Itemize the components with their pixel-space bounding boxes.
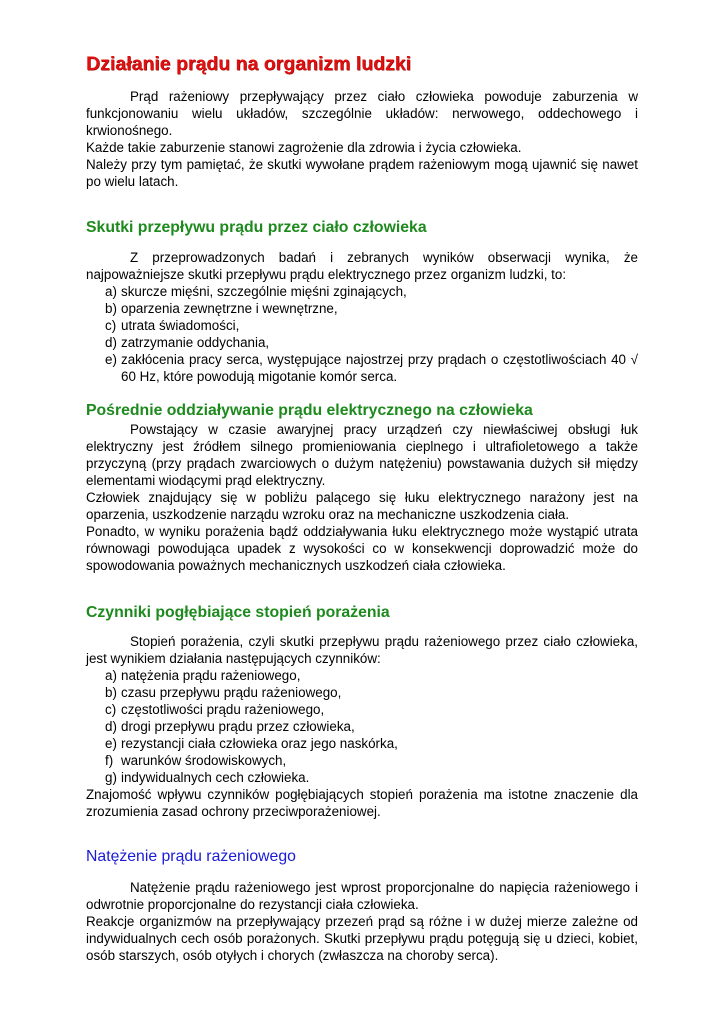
list-item xyxy=(105,334,638,351)
list-item-text: warunków środowiskowych, xyxy=(121,753,287,768)
section-heading-current: Natężenie prądu rażeniowego xyxy=(86,848,296,865)
list-item-text: czasu przepływu prądu rażeniowego, xyxy=(121,685,342,700)
list-item xyxy=(105,769,638,786)
list-item-label: e) xyxy=(105,736,117,751)
section-current-paragraph-2: Reakcje organizmów na przepływający przezeń prąd są różne i w dużej mierze zależne od indywidualnych cech osób porażonych. Skutki przepływu prądu potęgują się u dzieci, kobiet, osób starszych, osób otyłych i chorych (zwłaszcza na choroby serca). xyxy=(86,914,638,963)
list-item-label: b) xyxy=(105,685,117,700)
intro-paragraph-1: Prąd rażeniowy przepływający przez ciało człowieka powoduje zaburzenia w funkcjonowaniu wielu układów, szczególnie układów: nerwowego, oddechowego i krwionośnego. xyxy=(86,89,638,138)
section-current-paragraph-1: Natężenie prądu rażeniowego jest wprost proporcjonalne do napięcia rażeniowego i odwrotnie proporcjonalne do rezystancji ciała człowieka. xyxy=(86,880,638,912)
list-item-text: zatrzymanie oddychania, xyxy=(121,335,270,350)
list-item-text: skurcze mięśni, szczególnie mięśni zginających, xyxy=(121,284,407,299)
page-title: Działanie prądu na organizm ludzki xyxy=(86,53,412,75)
list-item-text: częstotliwości prądu rażeniowego, xyxy=(121,702,325,717)
list-item-label: c) xyxy=(105,702,117,717)
section-current-body xyxy=(86,879,638,964)
list-item xyxy=(105,718,638,735)
section-heading-indirect: Pośrednie oddziaływanie prądu elektrycznego na człowieka xyxy=(86,402,533,419)
section-effects-body xyxy=(86,249,638,385)
list-item-label: b) xyxy=(105,301,117,316)
section-indirect-paragraph-1: Powstający w czasie awaryjnej pracy urządzeń czy niewłaściwej obsługi łuk elektryczny jest źródłem silnego promieniowania cieplnego i ultrafioletowego a także przyczyną (przy prądach zwarciowych o dużym natężeniu) powstawania dużych sił między elementami wiodącymi prąd elektryczny. xyxy=(86,422,638,488)
list-item-text: rezystancji ciała człowieka oraz jego naskórka, xyxy=(121,736,398,751)
factors-list xyxy=(86,667,638,786)
list-item-text: utrata świadomości, xyxy=(121,318,240,333)
list-item xyxy=(105,752,638,769)
list-item-label: g) xyxy=(105,770,117,785)
section-factors-body xyxy=(86,633,638,820)
list-item xyxy=(105,735,638,752)
section-heading-effects: Skutki przepływu prądu przez ciało człowieka xyxy=(86,219,427,236)
section-effects-lead: Z przeprowadzonych badań i zebranych wyników obserwacji wynika, że najpoważniejsze skutki przepływu prądu elektrycznego przez organizm ludzki, to: xyxy=(86,250,638,282)
document-page xyxy=(86,52,638,964)
list-item xyxy=(105,684,638,701)
list-item-label: a) xyxy=(105,668,117,683)
section-heading-factors: Czynniki pogłębiające stopień porażenia xyxy=(86,604,390,621)
list-item xyxy=(105,701,638,718)
section-factors-closing: Znajomość wpływu czynników pogłębiających stopień porażenia ma istotne znaczenie dla zrozumienia zasad ochrony przeciwporażeniowej. xyxy=(86,787,638,819)
list-item xyxy=(105,317,638,334)
section-indirect-paragraph-3: Ponadto, w wyniku porażenia bądź oddziaływania łuku elektrycznego może wystąpić utrata równowagi powodująca upadek z wysokości co w konsekwencji doprowadzić może do spowodowania poważnych mechanicznych uszkodzeń ciała człowieka. xyxy=(86,524,638,573)
list-item-label: f) xyxy=(105,753,114,768)
list-item-label: d) xyxy=(105,719,117,734)
list-item-label: a) xyxy=(105,284,117,299)
list-item-text: zakłócenia pracy serca, występujące najostrzej przy prądach o częstotliwościach 40 √ 60 Hz, które powodują migotanie komór serca. xyxy=(121,352,638,384)
list-item-text: indywidualnych cech człowieka. xyxy=(121,770,310,785)
section-indirect-body xyxy=(86,421,638,574)
list-item-label: c) xyxy=(105,318,117,333)
list-item xyxy=(105,300,638,317)
list-item-text: oparzenia zewnętrzne i wewnętrzne, xyxy=(121,301,338,316)
list-item-label: d) xyxy=(105,335,117,350)
effects-list xyxy=(86,283,638,385)
section-factors-lead: Stopień porażenia, czyli skutki przepływu prądu rażeniowego przez ciało człowieka, jest wynikiem działania następujących czynników: xyxy=(86,634,638,666)
list-item xyxy=(105,351,638,385)
list-item-text: drogi przepływu prądu przez człowieka, xyxy=(121,719,355,734)
list-item xyxy=(105,283,638,300)
section-indirect-paragraph-2: Człowiek znajdujący się w pobliżu palącego się łuku elektrycznego narażony jest na oparzenia, uszkodzenie narządu wzroku oraz na mechaniczne uszkodzenia ciała. xyxy=(86,490,638,522)
list-item xyxy=(105,667,638,684)
list-item-text: natężenia prądu rażeniowego, xyxy=(121,668,301,683)
intro-paragraph-3: Należy przy tym pamiętać, że skutki wywołane prądem rażeniowym mogą ujawnić się nawet po wielu latach. xyxy=(86,157,638,189)
intro-paragraph-2: Każde takie zaburzenie stanowi zagrożenie dla zdrowia i życia człowieka. xyxy=(86,140,522,155)
list-item-label: e) xyxy=(105,352,117,367)
intro-section xyxy=(86,88,638,190)
